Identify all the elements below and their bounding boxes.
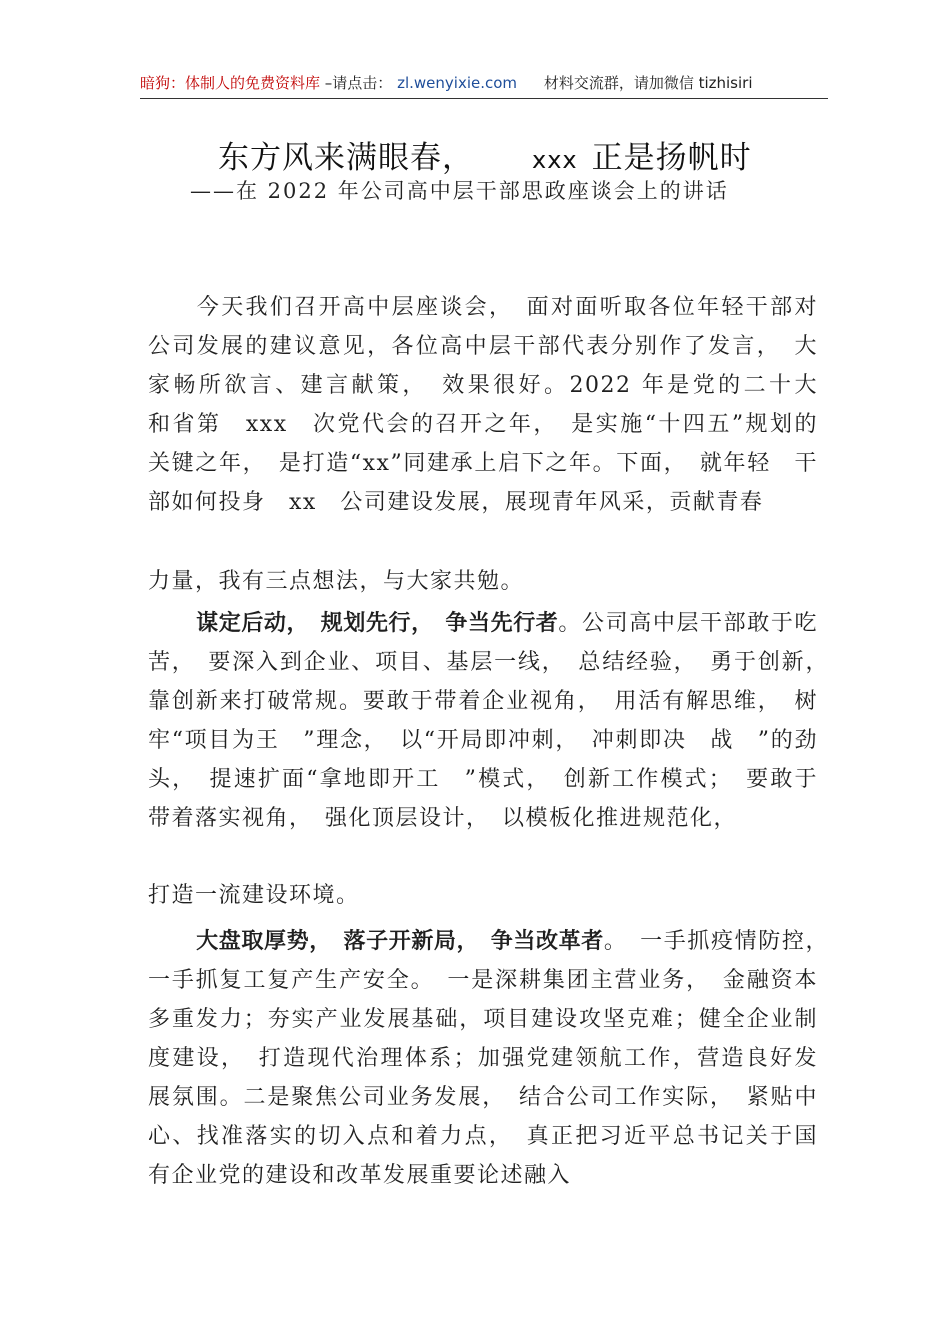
document-subtitle: ——在 2022 年公司高中层干部思政座谈会上的讲话: [190, 179, 729, 203]
header-prompt: –请点击：: [324, 74, 393, 92]
paragraph-intro: [148, 288, 842, 522]
title-part-1: 东方风来满眼春，: [218, 140, 474, 176]
paragraph-section-1-tail: 打造一流建设环境。: [148, 883, 360, 908]
section-2-body: 。 一手抓疫情防控， 一手抓复工复产生产安全。 一是深耕集团主营业务， 金融资本多重发力；夯实产业发展基础，项目建设攻坚克难；健全企业制度建设， 打造现代治理体系；加强党建领航工作，营造良好发展氛围。二是聚焦公司业务发展， 结合公司工作实际， 紧贴中心、找准落实的切入点和着力点， 真正把习近平总书记关于国有企业党的建设和改革发展重要论述融入: [148, 929, 842, 1188]
section-1-heading: 谋定后动， 规划先行， 争当先行者: [196, 611, 559, 636]
page-header: [140, 72, 828, 99]
title-part-2: xxx: [532, 146, 578, 174]
section-2-heading: 大盘取厚势， 落子开新局， 争当改革者: [196, 929, 604, 954]
paragraph-section-1: [148, 604, 842, 838]
title-part-3: 正是扬帆时: [591, 140, 752, 176]
header-wechat-note: 材料交流群，请加微信 tizhisiri: [543, 74, 753, 92]
section-1-body: 。公司高中层干部敢于吃苦， 要深入到企业、项目、基层一线， 总结经验， 勇于创新， 靠创新来打破常规。要敢于带着企业视角， 用活有解思维， 树牢“项目为王 ”理念， 以“开局即冲刺， 冲刺即决 战 ”的劲头， 提速扩面“拿地即开工 ”模式， 创新工作模式； 要敢于带着落实视角， 强化顶层设计， 以模板化推进规范化，: [148, 611, 842, 831]
paragraph-section-2: [148, 922, 842, 1195]
paragraph-intro-tail: 力量，我有三点想法，与大家共勉。: [148, 569, 525, 594]
document-title: [218, 132, 752, 177]
header-site-name: 暗狗：体制人的免费资料库: [140, 74, 321, 92]
header-url-link[interactable]: zl.wenyixie.com: [397, 74, 518, 92]
paragraph-intro-text: 今天我们召开高中层座谈会， 面对面听取各位年轻干部对公司发展的建议意见，各位高中层干部代表分别作了发言， 大家畅所欲言、建言献策， 效果很好。2022 年是党的二十大 和省第 xxx 次党代会的召开之年， 是实施“十四五”规划的 关键之年， 是打造“xx”同建承上启下之年。下面， 就年轻 干部如何投身 xx 公司建设发展，展现青年风采，贡献青春: [148, 295, 842, 515]
